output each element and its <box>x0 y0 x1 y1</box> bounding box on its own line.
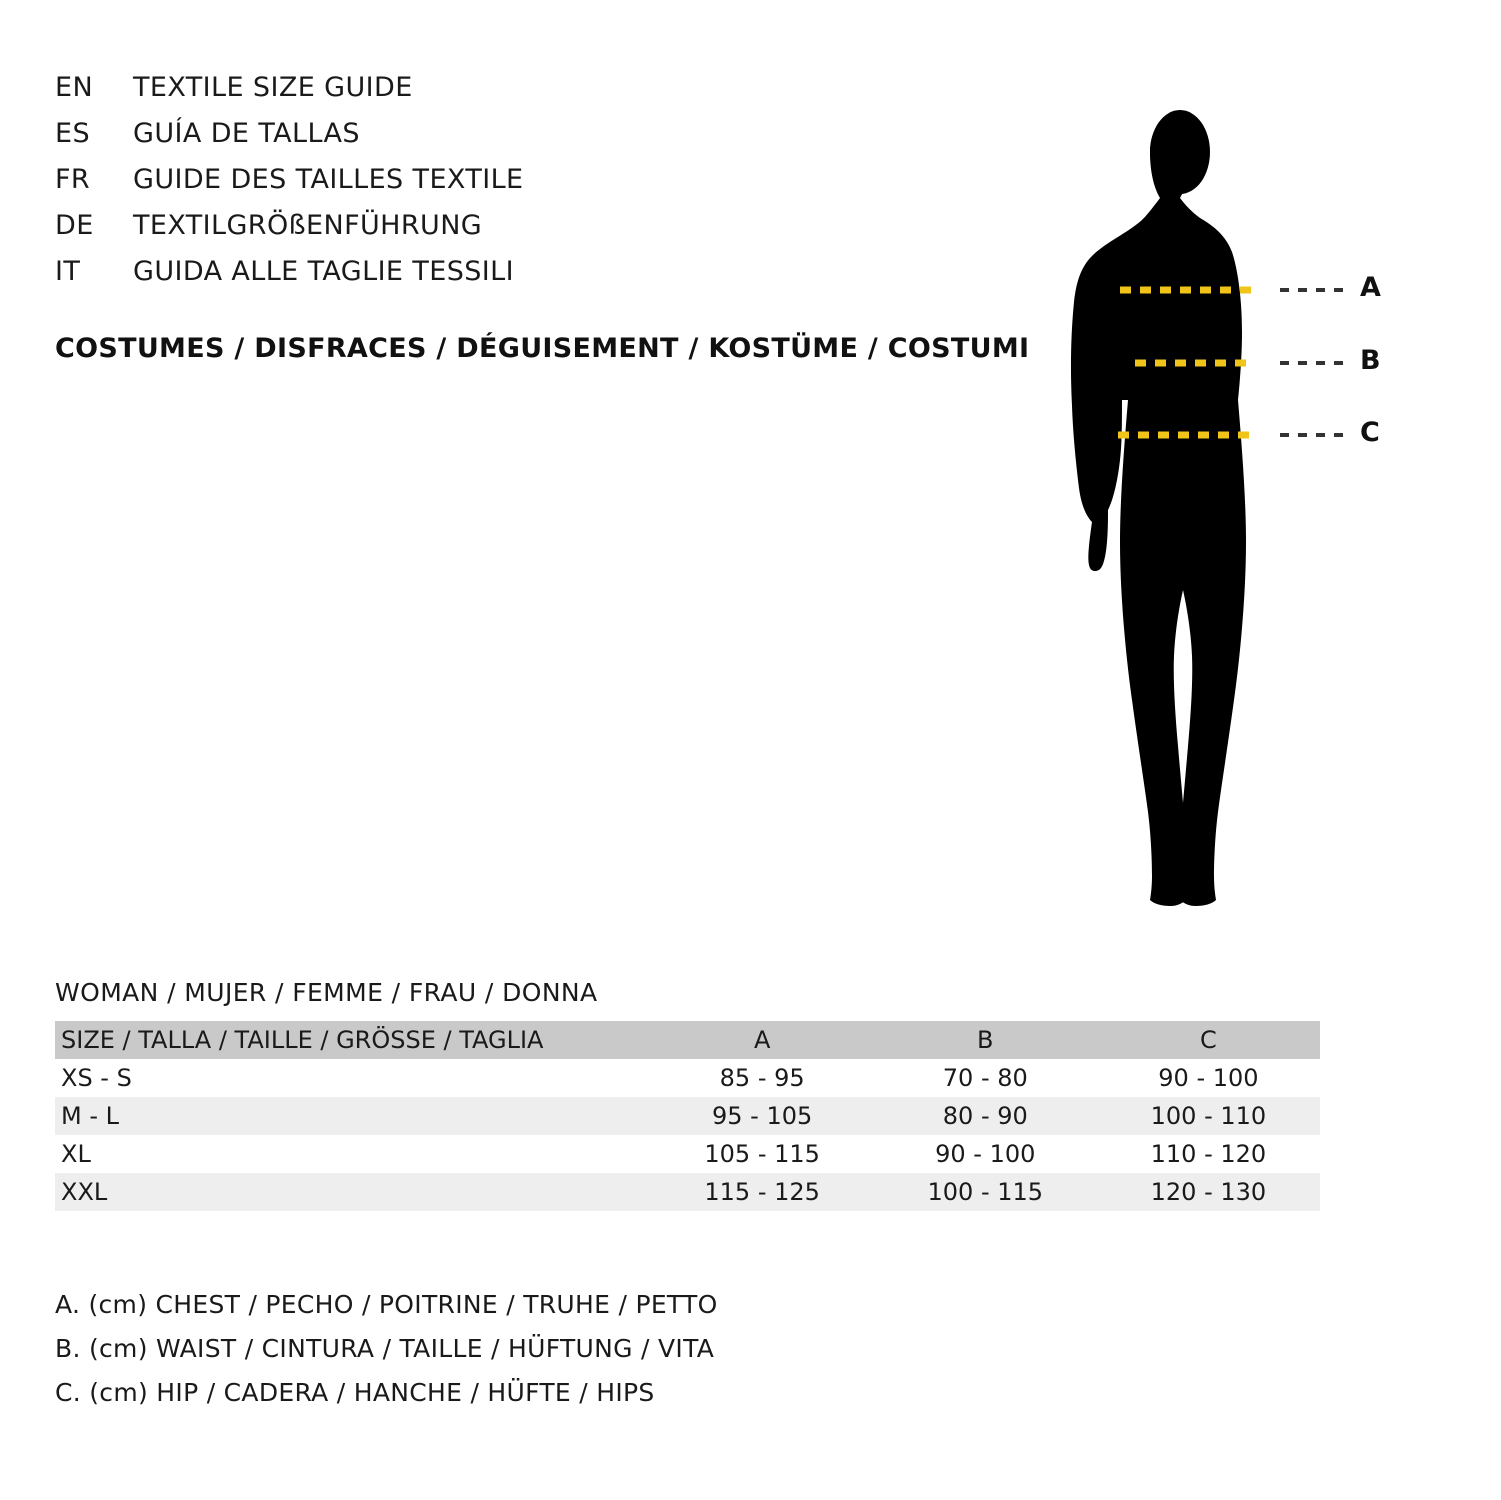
header-a: A <box>753 1026 771 1054</box>
legend-line-b: B. (cm) WAIST / CINTURA / TAILLE / HÜFTUNG / VITA <box>55 1334 715 1363</box>
cell-a: 95 - 105 <box>712 1102 813 1130</box>
size-table-section <box>55 978 1320 1211</box>
label-b: B <box>1360 345 1381 376</box>
language-title: GUIDA ALLE TAGLIE TESSILI <box>133 256 514 287</box>
language-row <box>55 118 1015 164</box>
cell-b: 90 - 100 <box>935 1140 1036 1168</box>
table-row <box>55 1135 1320 1173</box>
cell-size: XXL <box>61 1178 108 1206</box>
language-row <box>55 210 1015 256</box>
measurement-legend <box>55 1290 1055 1422</box>
table-row <box>55 1097 1320 1135</box>
cell-a: 85 - 95 <box>719 1064 805 1092</box>
cell-a: 115 - 125 <box>704 1178 820 1206</box>
cell-size: XL <box>61 1140 91 1168</box>
language-title: TEXTILGRÖßENFÜHRUNG <box>133 210 483 241</box>
label-a: A <box>1360 272 1381 303</box>
language-code: ES <box>55 118 90 149</box>
cell-size: XS - S <box>61 1064 132 1092</box>
cell-b: 80 - 90 <box>942 1102 1028 1130</box>
language-code: FR <box>55 164 91 195</box>
language-title: GUIDE DES TAILLES TEXTILE <box>133 164 524 195</box>
language-code: DE <box>55 210 94 241</box>
cell-size: M - L <box>61 1102 119 1130</box>
table-header-row <box>55 1021 1320 1059</box>
legend-line-c: C. (cm) HIP / CADERA / HANCHE / HÜFTE / HIPS <box>55 1378 655 1407</box>
cell-c: 110 - 120 <box>1150 1140 1267 1168</box>
language-title: GUÍA DE TALLAS <box>133 118 360 149</box>
label-c: C <box>1360 417 1380 448</box>
language-row <box>55 256 1015 302</box>
section-title: COSTUMES / DISFRACES / DÉGUISEMENT / KOSTÜME / COSTUMI <box>55 333 1030 364</box>
woman-silhouette-icon <box>1040 60 1460 940</box>
cell-c: 90 - 100 <box>1158 1064 1259 1092</box>
language-title: TEXTILE SIZE GUIDE <box>133 72 413 103</box>
table-row <box>55 1173 1320 1211</box>
measurement-figure <box>1040 60 1460 940</box>
header-c: C <box>1200 1026 1217 1054</box>
cell-b: 100 - 115 <box>927 1178 1044 1206</box>
table-caption: WOMAN / MUJER / FEMME / FRAU / DONNA <box>55 978 598 1007</box>
cell-a: 105 - 115 <box>704 1140 820 1168</box>
language-code: IT <box>55 256 81 287</box>
size-table <box>55 1021 1320 1211</box>
header-b: B <box>977 1026 994 1054</box>
language-code: EN <box>55 72 94 103</box>
language-list <box>55 72 1015 302</box>
cell-c: 120 - 130 <box>1150 1178 1267 1206</box>
cell-c: 100 - 110 <box>1150 1102 1267 1130</box>
legend-line-a: A. (cm) CHEST / PECHO / POITRINE / TRUHE / PETTO <box>55 1290 718 1319</box>
language-row <box>55 164 1015 210</box>
table-row <box>55 1059 1320 1097</box>
language-row <box>55 72 1015 118</box>
header-size: SIZE / TALLA / TAILLE / GRÖSSE / TAGLIA <box>61 1026 544 1054</box>
cell-b: 70 - 80 <box>942 1064 1028 1092</box>
